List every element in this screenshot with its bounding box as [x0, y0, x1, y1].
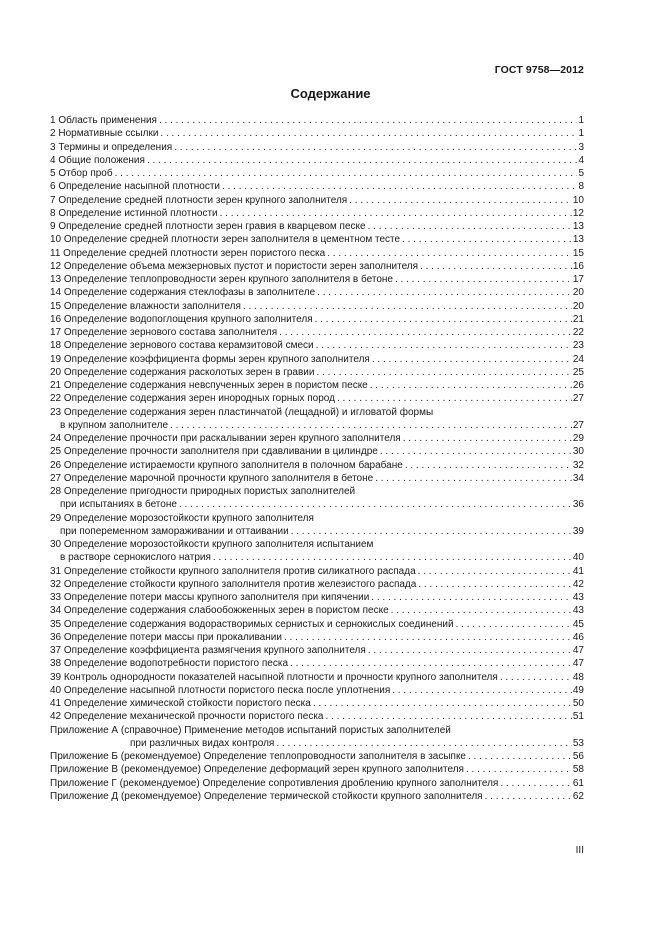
toc-entry-text [50, 565, 418, 578]
toc-entry-page: 36 [572, 499, 584, 511]
dot-leader [316, 366, 571, 379]
toc-entry-text [60, 551, 213, 564]
toc-entry-30[interactable] [50, 538, 584, 551]
toc-entry-text [50, 286, 317, 299]
toc-entry-text [50, 313, 315, 326]
dot-leader [222, 180, 577, 193]
toc-entry-title: Определение прочности заполнителя при сдавливании в цилиндре [63, 446, 378, 458]
toc-entry-36[interactable] [50, 631, 584, 644]
toc-entry-number: 16 [50, 313, 62, 325]
toc-entry-number: 6 [50, 181, 56, 193]
toc-entry-title: Определение содержания стеклофазы в заполнителе [63, 287, 316, 299]
toc-entry-title: Определение средней плотности зерен заполнителя в цементном тесте [63, 234, 401, 246]
toc-entry-number: 24 [50, 433, 62, 444]
dot-leader [500, 671, 572, 684]
toc-entry-text [50, 220, 368, 233]
toc-entry-number: 36 [50, 631, 62, 643]
toc-entry-page: 13 [572, 221, 584, 232]
toc-entry-35[interactable] [50, 618, 584, 631]
toc-entry-5[interactable] [50, 167, 584, 180]
toc-entry-title: Определение потери массы крупного заполнителя при кипячении [63, 592, 370, 603]
toc-entry-title: Определение истинной плотности [58, 207, 218, 219]
toc-entry-title: Определение теплопроводности зерен крупного заполнителя в бетоне [63, 274, 393, 285]
toc-appendix-1[interactable] [50, 750, 584, 763]
toc-entry-page: 56 [572, 751, 584, 762]
toc-entry-text [50, 591, 371, 604]
toc-entry-25[interactable] [50, 445, 584, 458]
dot-leader [179, 498, 572, 511]
toc-entry-title: Определение морозостойкости крупного заполнителя [63, 512, 314, 524]
toc-entry-page: 22 [572, 327, 584, 338]
toc-entry-number: 20 [50, 366, 62, 378]
toc-entry-title: Определение содержания невспученных зерен в пористом песке [63, 380, 368, 391]
toc-entry-number: 2 [50, 128, 56, 140]
toc-entry-page: 48 [572, 671, 584, 683]
toc-entry-number: 13 [50, 274, 62, 285]
dot-leader [213, 551, 572, 564]
toc-appendix-2[interactable] [50, 763, 584, 776]
dot-leader [243, 300, 572, 313]
toc-entry-page: 17 [572, 274, 584, 285]
toc-entry-23[interactable] [50, 406, 584, 419]
dot-leader [485, 790, 572, 803]
toc-entry-title: Определение зернового состава заполнителя [63, 327, 278, 338]
toc-entry-title: Определение стойкости крупного заполнителя против железистого распада [63, 578, 417, 590]
toc-entry-number: 33 [50, 592, 62, 603]
dot-leader [147, 154, 578, 167]
toc-entry-11[interactable] [50, 247, 584, 260]
toc-entry-title: Определение средней плотности зерен крупного заполнителя [58, 194, 348, 206]
dot-leader [160, 127, 577, 140]
toc-entry-title: Общие положения [58, 154, 145, 166]
toc-appendix-3[interactable] [50, 777, 584, 790]
toc-entry-page: 20 [572, 287, 584, 299]
toc-entry-page: 30 [572, 446, 584, 458]
toc-entry-number: 12 [50, 260, 62, 272]
toc-entry-page: 42 [572, 578, 584, 590]
toc-entry-page: 46 [572, 631, 584, 643]
dot-leader [337, 392, 572, 405]
toc-entry-22[interactable] [50, 392, 584, 405]
toc-entry-number: 10 [50, 234, 62, 246]
toc-entry-text [50, 406, 435, 419]
toc-entry-number: 40 [50, 684, 62, 696]
toc-entry-number: 19 [50, 353, 62, 365]
toc-entry-text [50, 180, 222, 193]
toc-entry-6[interactable] [50, 180, 584, 193]
toc-entry-text [60, 419, 170, 432]
dot-leader [391, 604, 572, 617]
toc-entry-page: 3 [578, 141, 584, 153]
toc-entry-text [50, 618, 456, 631]
toc-entry-title: Определение водопотребности пористого песка [63, 658, 289, 670]
toc-entry-text [50, 538, 375, 551]
toc-entry-41[interactable] [50, 697, 584, 710]
toc-entry-text [50, 154, 147, 167]
toc-entry-text [60, 525, 291, 538]
toc-entry-page: 34 [572, 472, 584, 484]
toc-entry-page: 47 [572, 645, 584, 656]
toc-entry-title: Область применения [58, 115, 157, 126]
toc-entry-24[interactable] [50, 432, 584, 445]
dot-leader [405, 459, 572, 472]
toc-entry-42[interactable] [50, 710, 584, 723]
toc-entry-title: Приложение Б (рекомендуемое) Определение теплопроводности заполнителя в засыпке [50, 751, 466, 762]
dot-leader [395, 273, 572, 286]
toc-entry-38[interactable] [50, 657, 584, 670]
toc-entry-title: Определение зернового состава керамзитовой смеси [63, 340, 314, 352]
toc-entry-number: 34 [50, 605, 62, 617]
toc-entry-21[interactable] [50, 379, 584, 392]
toc-entry-text [50, 432, 403, 445]
toc-entry-page: 20 [572, 300, 584, 312]
toc-entry-number: 30 [50, 539, 62, 550]
toc-entry-page: 10 [572, 194, 584, 206]
toc-entry-title: Контроль однородности показателей насыпной плотности и прочности крупного заполнителя [63, 671, 498, 683]
toc-entry-text [50, 273, 395, 286]
toc-entry-16[interactable] [50, 313, 584, 326]
toc-entry-27[interactable] [50, 472, 584, 485]
dot-leader [291, 525, 572, 538]
toc-entry-title: Определение коэффициента формы зерен крупного заполнителя [63, 353, 370, 365]
toc-entry-text [50, 353, 372, 366]
toc-entry-page: 62 [572, 790, 584, 802]
toc-entry-number: 11 [50, 247, 61, 259]
toc-entry-title: Определение содержания водорастворимых сернистых и сернокислых соединений [63, 618, 454, 630]
dot-leader [500, 777, 572, 790]
toc-entry-title: Приложение В (рекомендуемое) Определение деформаций зерен крупного заполнителя [50, 764, 464, 776]
toc-entry-page: 43 [572, 592, 584, 603]
toc-entry-7[interactable] [50, 194, 584, 207]
toc-entry-text [50, 763, 466, 776]
dot-leader [392, 684, 572, 697]
toc-entry-text [50, 472, 375, 485]
toc-entry-20[interactable] [50, 366, 584, 379]
toc-entry-text [50, 260, 420, 273]
dot-leader [375, 472, 572, 485]
toc-entry-title: Приложение Г (рекомендуемое) Определение сопротивления дроблению крупного заполнителя [50, 777, 499, 789]
toc-entry-page: 26 [572, 380, 584, 391]
toc-entry-page: 27 [572, 393, 584, 405]
dot-leader [368, 644, 572, 657]
toc-entry-number: 31 [50, 565, 62, 577]
toc-entry-text [50, 366, 316, 379]
toc-entry-text [50, 710, 325, 723]
toc-entry-number: 5 [50, 168, 56, 179]
dot-leader [276, 737, 572, 750]
toc-entry-page: 61 [572, 777, 584, 789]
toc-entry-text [50, 233, 402, 246]
toc-entry-text [50, 247, 327, 260]
toc-entry-number: 35 [50, 618, 62, 630]
dot-leader [380, 445, 572, 458]
toc-entry-number: 37 [50, 645, 62, 656]
toc-entry-text [50, 724, 453, 737]
dot-leader [349, 194, 572, 207]
toc-entry-23-cont[interactable] [50, 419, 584, 432]
toc-appendix-0[interactable] [50, 724, 584, 737]
toc-entry-page: 49 [572, 684, 584, 696]
toc-entry-title: при испытаниях в бетоне [60, 499, 177, 511]
toc-entry-number: 41 [50, 698, 62, 709]
toc-entry-text [50, 114, 159, 127]
toc-entry-number: 32 [50, 578, 62, 590]
standard-code: ГОСТ 9758—2012 [494, 64, 584, 76]
table-of-contents [50, 114, 584, 803]
toc-entry-text [50, 207, 220, 220]
toc-entry-text [50, 445, 380, 458]
toc-entry-title: Определение механической прочности пористого песка [63, 711, 324, 723]
toc-entry-3[interactable] [50, 141, 584, 154]
toc-entry-page: 8 [578, 181, 584, 193]
toc-entry-page: 51 [572, 711, 584, 723]
toc-entry-10[interactable] [50, 233, 584, 246]
toc-entry-title: Определение содержания слабообожженных зерен в пористом песке [63, 605, 389, 617]
toc-entry-text [50, 604, 391, 617]
dot-leader [371, 591, 572, 604]
toc-entry-29[interactable] [50, 512, 584, 525]
dot-leader [174, 141, 577, 154]
toc-entry-8[interactable] [50, 207, 584, 220]
toc-entry-number: 38 [50, 658, 62, 670]
toc-entry-number: 9 [50, 221, 56, 232]
toc-entry-text [50, 392, 337, 405]
toc-entry-title: Определение коэффициента размягчения крупного заполнителя [63, 645, 366, 656]
toc-entry-9[interactable] [50, 220, 584, 233]
toc-entry-text [50, 194, 349, 207]
toc-entry-title: Определение содержания расколотых зерен в гравии [63, 366, 315, 378]
toc-entry-37[interactable] [50, 644, 584, 657]
toc-entry-number: 39 [50, 671, 62, 683]
dot-leader [370, 379, 572, 392]
toc-entry-14[interactable] [50, 286, 584, 299]
toc-entry-text [50, 750, 468, 763]
toc-entry-40[interactable] [50, 684, 584, 697]
toc-entry-19[interactable] [50, 353, 584, 366]
dot-leader [159, 114, 577, 127]
toc-entry-page: 4 [578, 154, 584, 166]
toc-entry-page: 58 [572, 764, 584, 776]
toc-entry-page: 27 [572, 419, 584, 431]
dot-leader [279, 326, 572, 339]
toc-entry-number: 42 [50, 711, 62, 723]
toc-entry-text [50, 697, 313, 710]
toc-entry-text [50, 300, 243, 313]
toc-entry-page: 23 [572, 340, 584, 352]
toc-entry-page: 32 [572, 459, 584, 471]
toc-entry-title: Определение химической стойкости пористого песка [63, 698, 311, 709]
toc-entry-text [60, 498, 179, 511]
toc-entry-page: 16 [572, 260, 584, 272]
toc-entry-28-cont[interactable] [50, 498, 584, 511]
dot-leader [372, 353, 572, 366]
toc-entry-title: Приложение Д (рекомендуемое) Определение термической стойкости крупного заполнителя [50, 790, 483, 802]
toc-entry-title: Определение морозостойкости крупного заполнителя испытанием [63, 539, 374, 550]
toc-entry-page: 45 [572, 618, 584, 630]
toc-entry-title: Отбор проб [58, 168, 113, 179]
toc-entry-text [50, 379, 370, 392]
toc-entry-page: 13 [572, 234, 584, 246]
toc-entry-text [50, 127, 160, 140]
toc-entry-text [50, 631, 284, 644]
toc-entry-31[interactable] [50, 565, 584, 578]
toc-entry-title: Определение стойкости крупного заполнителя против силикатного распада [63, 565, 416, 577]
dot-leader [368, 220, 572, 233]
dot-leader [315, 313, 572, 326]
toc-entry-page: 24 [572, 353, 584, 365]
toc-entry-26[interactable] [50, 459, 584, 472]
toc-entry-number: 8 [50, 207, 56, 219]
toc-entry-text [50, 141, 174, 154]
toc-entry-number: 29 [50, 512, 62, 524]
dot-leader [456, 618, 572, 631]
toc-entry-17[interactable] [50, 326, 584, 339]
toc-entry-39[interactable] [50, 671, 584, 684]
toc-entry-title: Термины и определения [58, 141, 173, 153]
toc-entry-number: 1 [50, 115, 56, 126]
page-number: III [575, 845, 584, 856]
toc-entry-text [50, 167, 115, 180]
toc-entry-title: Определение марочной прочности крупного заполнителя в бетоне [63, 472, 374, 484]
toc-entry-title: при попеременном замораживании и оттаивании [60, 525, 289, 537]
toc-entry-number: 15 [50, 300, 62, 312]
toc-entry-number: 27 [50, 472, 62, 484]
toc-entry-page: 21 [572, 313, 584, 325]
toc-entry-number: 26 [50, 459, 62, 471]
toc-entry-text [50, 339, 316, 352]
toc-entry-page: 53 [572, 737, 584, 749]
toc-entry-28[interactable] [50, 485, 584, 498]
toc-entry-title: Определение насыпной плотности пористого песка после уплотнения [63, 684, 391, 696]
toc-entry-title: Определение средней плотности зерен гравия в кварцевом песке [58, 221, 366, 232]
dot-leader [402, 233, 572, 246]
toc-entry-page: 47 [572, 658, 584, 670]
dot-leader [290, 657, 572, 670]
toc-entry-number: 17 [50, 327, 62, 338]
toc-entry-title: Определение потери массы при прокаливании [63, 631, 282, 643]
toc-entry-text [50, 644, 368, 657]
toc-entry-title: Определение истираемости крупного заполнителя в полочном барабане [63, 459, 403, 471]
dot-leader [316, 339, 572, 352]
toc-entry-page: 43 [572, 605, 584, 617]
toc-entry-title: Определение объема межзерновых пустот и пористости зерен заполнителя [63, 260, 419, 272]
dot-leader [420, 260, 572, 273]
toc-entry-title: Определение содержания зерен пластинчатой (лещадной) и игловатой формы [63, 406, 434, 418]
toc-appendix-4[interactable] [50, 790, 584, 803]
toc-entry-page: 1 [578, 128, 584, 140]
dot-leader [170, 419, 572, 432]
toc-entry-title: Определение насыпной плотности [58, 181, 221, 193]
dot-leader [327, 247, 572, 260]
toc-entry-title: Определение пригодности природных пористых заполнителей [63, 486, 356, 497]
toc-entry-text [50, 790, 485, 803]
toc-entry-number: 7 [50, 194, 56, 206]
toc-entry-text [50, 459, 405, 472]
dot-leader [313, 697, 572, 710]
toc-entry-34[interactable] [50, 604, 584, 617]
toc-entry-15[interactable] [50, 300, 584, 313]
toc-entry-text [50, 326, 279, 339]
toc-entry-number: 28 [50, 486, 62, 497]
toc-entry-number: 21 [50, 380, 62, 391]
toc-entry-2[interactable] [50, 127, 584, 140]
dot-leader [468, 750, 572, 763]
toc-entry-18[interactable] [50, 339, 584, 352]
toc-entry-title: при различных видах контроля [130, 737, 275, 749]
dot-leader [115, 167, 578, 180]
toc-appendix-0-cont[interactable] [50, 737, 584, 750]
toc-entry-title: в растворе сернокислого натрия [60, 552, 211, 564]
toc-entry-text [50, 671, 500, 684]
dot-leader [317, 286, 572, 299]
toc-entry-number: 22 [50, 393, 62, 405]
toc-entry-text [50, 684, 392, 697]
toc-entry-number: 14 [50, 287, 62, 299]
toc-entry-number: 25 [50, 446, 62, 458]
toc-entry-text [50, 485, 357, 498]
toc-entry-page: 40 [572, 552, 584, 564]
toc-entry-text [50, 512, 316, 525]
toc-entry-number: 3 [50, 141, 56, 153]
dot-leader [220, 207, 572, 220]
toc-entry-title: в крупном заполнителе [60, 419, 169, 431]
toc-entry-text [50, 777, 500, 790]
dot-leader [284, 631, 572, 644]
toc-entry-page: 41 [572, 565, 584, 577]
toc-entry-number: 18 [50, 340, 62, 352]
toc-entry-29-cont[interactable] [50, 525, 584, 538]
toc-entry-12[interactable] [50, 260, 584, 273]
page-title: Содержание [290, 86, 371, 101]
toc-entry-text [50, 578, 418, 591]
toc-entry-13[interactable] [50, 273, 584, 286]
dot-leader [466, 763, 572, 776]
dot-leader [418, 578, 572, 591]
toc-entry-page: 50 [572, 698, 584, 709]
toc-entry-30-cont[interactable] [50, 551, 584, 564]
dot-leader [325, 710, 571, 723]
toc-entry-33[interactable] [50, 591, 584, 604]
toc-entry-page: 29 [572, 433, 584, 444]
toc-entry-text [50, 657, 290, 670]
toc-entry-page: 39 [572, 525, 584, 537]
dot-leader [403, 432, 572, 445]
toc-entry-text [130, 737, 276, 750]
toc-entry-title: Определение водопоглощения крупного заполнителя [63, 313, 313, 325]
dot-leader [418, 565, 572, 578]
toc-entry-number: 23 [50, 406, 62, 418]
toc-entry-title: Определение влажности заполнителя [63, 300, 241, 312]
toc-entry-number: 4 [50, 154, 56, 166]
toc-entry-title: Определение содержания зерен инородных горных пород [63, 393, 335, 405]
toc-entry-page: 5 [578, 168, 584, 179]
toc-entry-1[interactable] [50, 114, 584, 127]
toc-entry-title: Определение средней плотности зерен пористого песка [63, 247, 326, 259]
toc-entry-title: Определение прочности при раскалывании зерен крупного заполнителя [63, 433, 401, 444]
toc-entry-title: Приложение А (справочное) Применение методов испытаний пористых заполнителей [50, 724, 451, 736]
toc-entry-page: 15 [572, 247, 584, 259]
toc-entry-4[interactable] [50, 154, 584, 167]
toc-entry-32[interactable] [50, 578, 584, 591]
toc-entry-page: 25 [572, 366, 584, 378]
toc-entry-page: 12 [572, 207, 584, 219]
toc-entry-page: 1 [578, 115, 584, 126]
toc-entry-title: Нормативные ссылки [58, 128, 159, 140]
